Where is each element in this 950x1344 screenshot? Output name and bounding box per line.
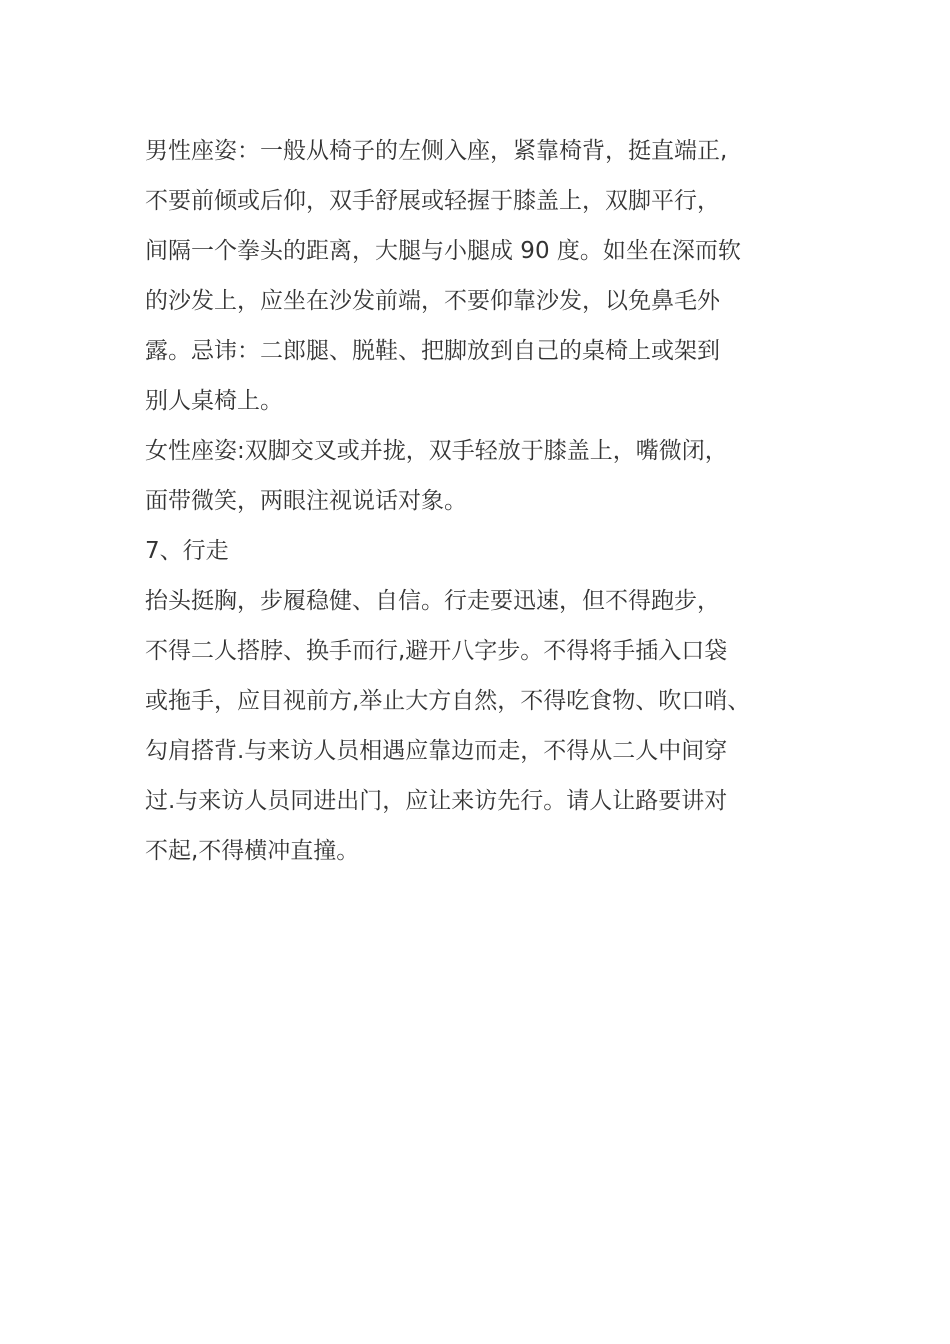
paragraph-line: 不起,不得横冲直撞。 bbox=[145, 838, 360, 864]
paragraph-line: 女性座姿:双脚交叉或并拢，双手轻放于膝盖上，嘴微闭， bbox=[145, 438, 728, 464]
document-body bbox=[145, 126, 825, 876]
paragraph-line: 或拖手，应目视前方,举止大方自然，不得吃食物、吹口哨、 bbox=[145, 688, 751, 714]
paragraph-line: 勾肩搭背.与来访人员相遇应靠边而走，不得从二人中间穿 bbox=[145, 738, 728, 764]
section-heading: 7、行走 bbox=[145, 538, 229, 564]
paragraph-line: 面带微笑，两眼注视说话对象。 bbox=[145, 488, 467, 514]
paragraph-line: 抬头挺胸，步履稳健、自信。行走要迅速，但不得跑步， bbox=[145, 588, 720, 614]
paragraph-line: 过.与来访人员同进出门，应让来访先行。请人让路要讲对 bbox=[145, 788, 728, 814]
paragraph-line: 间隔一个拳头的距离，大腿与小腿成 90 度。如坐在深而软 bbox=[145, 238, 741, 264]
paragraph-line: 不要前倾或后仰，双手舒展或轻握于膝盖上，双脚平行， bbox=[145, 188, 720, 214]
paragraph-line: 不得二人搭脖、换手而行,避开八字步。不得将手插入口袋 bbox=[145, 638, 728, 664]
paragraph-line: 露。忌讳：二郎腿、脱鞋、把脚放到自己的桌椅上或架到 bbox=[145, 338, 720, 364]
paragraph-line: 的沙发上，应坐在沙发前端，不要仰靠沙发，以免鼻毛外 bbox=[145, 288, 720, 314]
paragraph-line: 别人桌椅上。 bbox=[145, 388, 283, 414]
paragraph-line: 男性座姿：一般从椅子的左侧入座，紧靠椅背，挺直端正, bbox=[145, 138, 728, 164]
